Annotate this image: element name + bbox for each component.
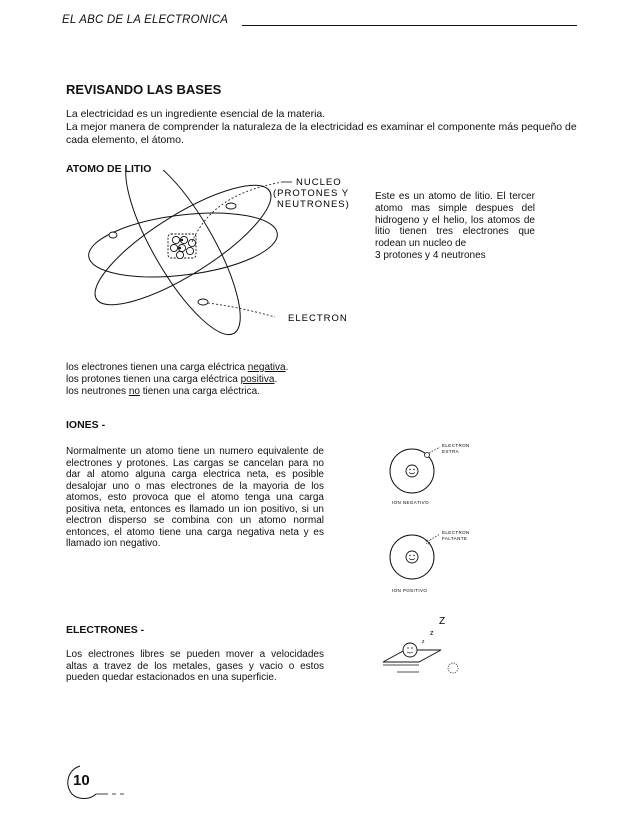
proton-charge-line: los protones tienen una carga eléctrica positiva. [66, 373, 278, 385]
atom-description-body: Este es un atomo de litio. El tercer atomo mas simple despues del hidrogeno y el helio, los atomos de litio tienen tres electrones que rodean un nucleo de [375, 191, 535, 250]
iones-paragraph: Normalmente un atomo tiene un numero equivalente de electrones y protones. Las cargas se cancelan para no dar al atomo alguna carga electrica neta, es posible desalojar uno o mas electrones de la mayoria de los atomos, esto provoca que el atomo tenga una carga positiva neta, entonces es llamado un ion positivo, si un electron disperso se combina con un atomo normal entonces, el atomo tiene una carga negativa neta y es llamado ion negativo. [66, 446, 324, 549]
intro-paragraph [66, 108, 596, 147]
intro-line-2: La mejor manera de comprender la naturaleza de la electricidad es examinar el componente más pequeño de cada elemento, el átomo. [66, 121, 577, 146]
smiley-icon [406, 465, 418, 477]
electrones-paragraph: Los electrones libres se pueden mover a velocidades altas a travez de los metales, gases y vacio o estos pueden quedar estacionados en una superficie. [66, 649, 324, 683]
header-rule [242, 25, 577, 26]
sleeping-electron-icon [403, 643, 417, 657]
positive-word: positiva [240, 373, 275, 385]
extra-electron-label-1: ELECTRON [442, 443, 470, 448]
protons-neutrons-label-2: NEUTRONES) [277, 199, 350, 210]
intro-line-1: La electricidad es un ingrediente esencial de la materia. [66, 108, 326, 120]
neutron-charge-line: los neutrones no tienen una carga eléctrica. [66, 385, 261, 397]
section-title: REVISANDO LAS BASES [66, 82, 222, 97]
missing-electron-label-1: ELECTRON [442, 530, 470, 535]
electrones-heading: ELECTRONES - [66, 624, 145, 636]
charges-list [66, 362, 288, 397]
positive-ion-caption: ION POSITIVO [392, 588, 428, 593]
page-number-ornament [60, 762, 140, 802]
nucleus-icon [168, 234, 196, 259]
electron-label: ELECTRON [288, 313, 348, 324]
missing-electron-label-2: FALTANTE [442, 536, 468, 541]
page-number: 10 [73, 772, 90, 789]
nucleus-label: NUCLEO [296, 177, 342, 188]
electron-leader-line [208, 303, 275, 317]
nucleus-leader-line [192, 182, 282, 242]
free-electron-icon [448, 663, 458, 673]
positive-ion-illustration [370, 523, 510, 598]
protons-neutrons-label-1: (PROTONES Y [273, 188, 350, 199]
extra-electron-label-2: EXTRA [442, 449, 460, 454]
lithium-atom-diagram [60, 170, 360, 360]
iones-heading: IONES - [66, 419, 106, 431]
running-header: EL ABC DE LA ELECTRONICA [62, 14, 229, 26]
negative-ion-caption: ION NEGATIVO [392, 500, 429, 505]
sleep-z-small-2: z [422, 639, 425, 645]
sleep-z-small-1: z [430, 630, 434, 637]
atom-description-last: 3 protones y 4 neutrones [375, 249, 486, 261]
electron-charge-line: los electrones tienen una carga eléctrica negativa. [66, 362, 289, 373]
sleep-z-large: Z [439, 616, 446, 627]
sleeping-electron-illustration [375, 610, 475, 690]
negative-ion-illustration [370, 438, 510, 510]
electron-icon [109, 203, 236, 305]
smiley-icon [406, 551, 418, 563]
no-word: no [128, 385, 140, 397]
atom-description [375, 191, 535, 262]
atom-heading: ATOMO DE LITIO [66, 163, 152, 175]
orbit-diagonal-2 [106, 170, 260, 348]
negative-word: negativa [247, 362, 286, 373]
extra-electron-icon [425, 453, 430, 458]
